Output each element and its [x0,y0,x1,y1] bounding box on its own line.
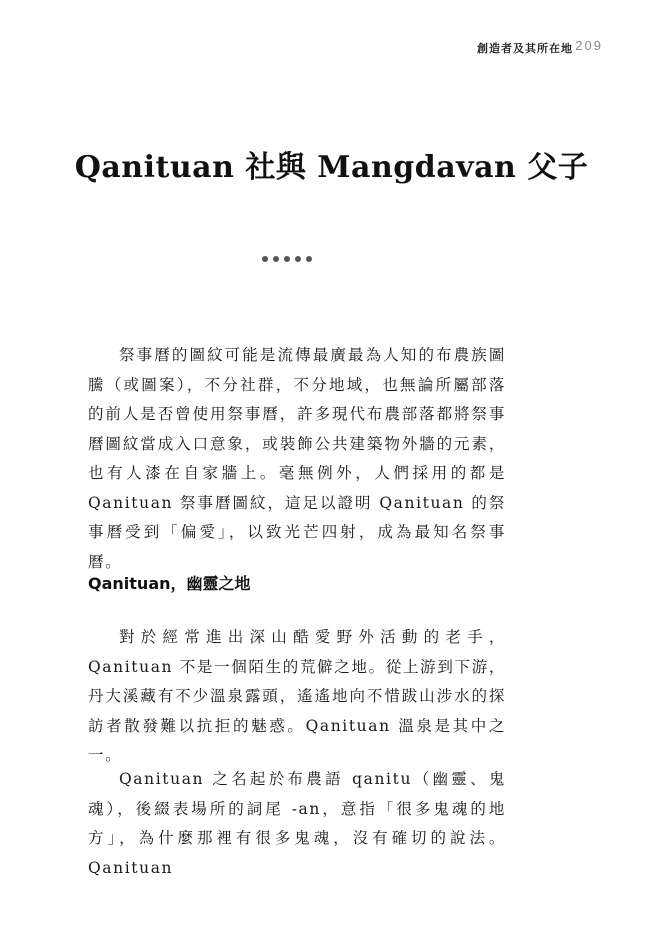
section-heading: Qanituan，幽靈之地 [88,574,251,593]
ornament-dot [273,256,279,262]
ornament-dots [262,256,312,262]
body-paragraph: Qanituan 之名起於布農語 qanitu（幽靈、鬼魂），後綴表場所的詞尾 -an，意指「很多鬼魂的地方」，為什麼那裡有很多鬼魂，沒有確切的說法。Qanituan [88,770,506,877]
running-head-title: 創造者及其所在地 [477,42,573,55]
ornament-dot [284,256,290,262]
chapter-title: Qanituan 社與 Mangdavan 父子 [74,150,589,185]
body-paragraph: 對於經常進出深山酷愛野外活動的老手，Qanituan 不是一個陌生的荒僻之地。從上游到下游，丹大溪藏有不少溫泉露頭，遙遙地向不惜跋山涉水的探訪者散發難以抗拒的魅惑。Qanituan 溫泉是其中之一。 [88,628,506,764]
ornament-dot [295,256,301,262]
ornament-dot [262,256,268,262]
page-number: 209 [575,38,603,53]
ornament-dot [306,256,312,262]
body-paragraph: 祭事曆的圖紋可能是流傳最廣最為人知的布農族圖騰（或圖案），不分社群，不分地域，也無論所屬部落的前人是否曾使用祭事曆，許多現代布農部落都將祭事曆圖紋當成入口意象，或裝飾公共建築物外牆的元素，也有人漆在自家牆上。毫無例外，人們採用的都是 Qanituan 祭事曆圖紋，這足以證明 Qanituan 的祭事曆受到「偏愛」，以致光芒四射，成為最知名祭事曆。 [88,346,506,571]
